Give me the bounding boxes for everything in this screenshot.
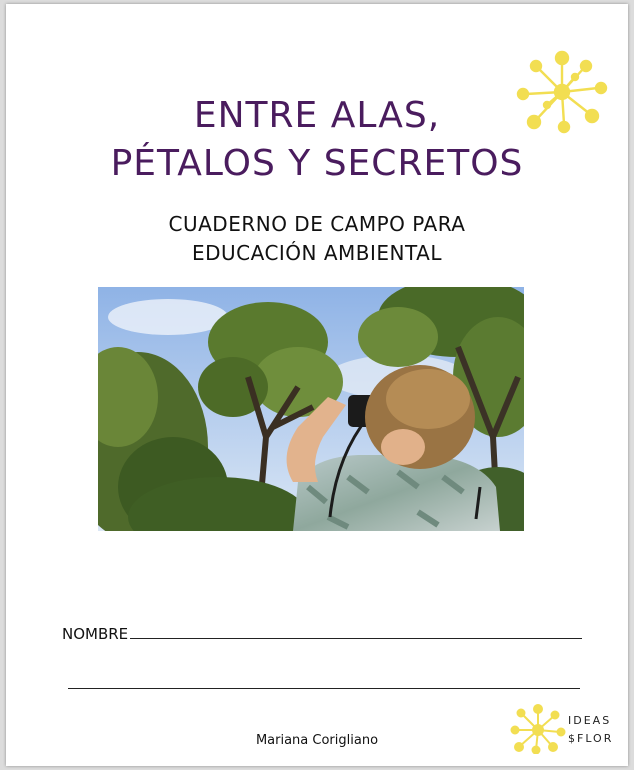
cover-title <box>0 92 634 188</box>
cover-photo <box>98 287 524 531</box>
logo-text-line-1: IDEAS <box>568 714 612 727</box>
name-underline <box>130 637 582 639</box>
subtitle-line-1: CUADERNO DE CAMPO PARA <box>168 212 466 236</box>
title-line-1: ENTRE ALAS, <box>193 95 441 136</box>
subtitle-line-2: EDUCACIÓN AMBIENTAL <box>191 241 443 265</box>
name-label: NOMBRE <box>62 625 129 643</box>
title-line-2: PÉTALOS Y SECRETOS <box>110 143 524 184</box>
second-blank-line <box>68 688 580 689</box>
cover-subtitle <box>0 210 634 268</box>
logo-text-line-2: $FLOR <box>568 732 614 745</box>
logo-flower-icon <box>510 704 622 754</box>
name-field <box>62 621 582 643</box>
author-name: Mariana Corigliano <box>255 733 379 748</box>
